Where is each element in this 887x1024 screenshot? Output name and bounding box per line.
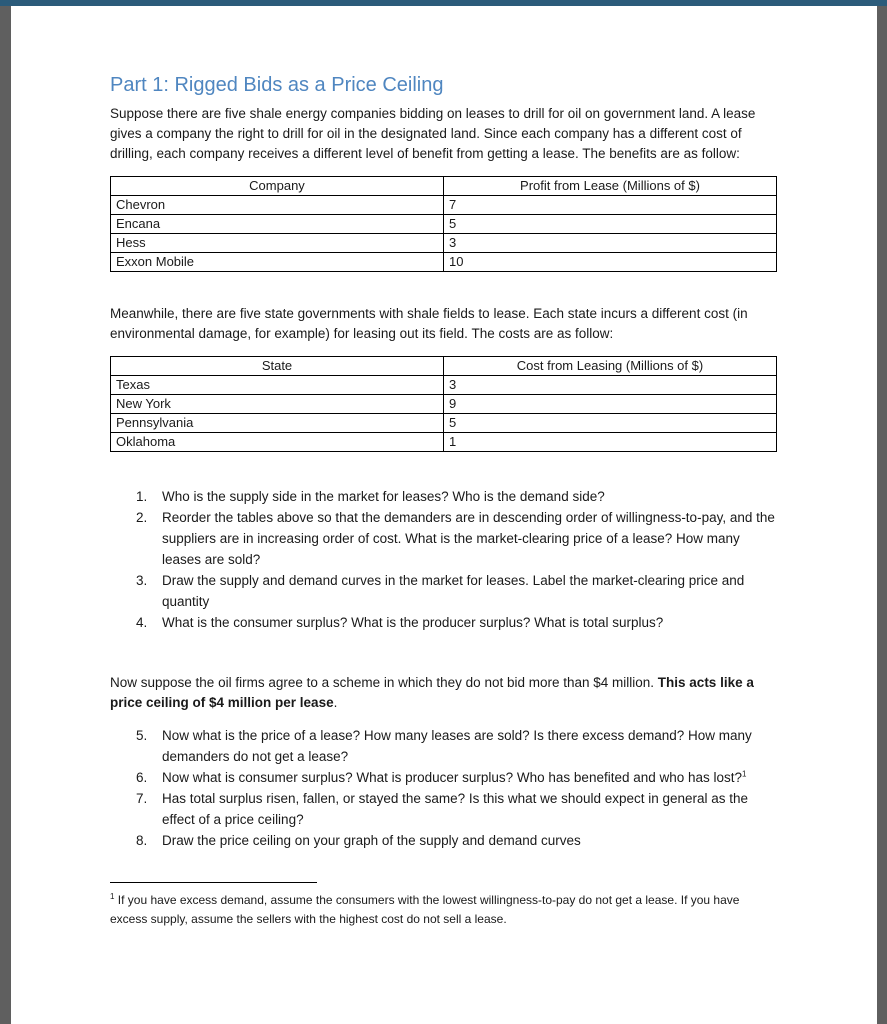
scheme-text: Now suppose the oil firms agree to a scheme in which they do not bid more than $4 million.: [110, 675, 658, 690]
table-row: [111, 215, 777, 234]
question-number: 8.: [136, 833, 148, 848]
question-text: Now what is the price of a lease? How many leases are sold? Is there excess demand? How many demanders do not get a lease?: [162, 728, 752, 764]
list-item: [110, 486, 780, 507]
state-name: Oklahoma: [111, 433, 444, 452]
table-row: [111, 196, 777, 215]
section-title: Part 1: Rigged Bids as a Price Ceiling: [110, 74, 444, 96]
question-number: 3.: [136, 573, 148, 588]
intro-paragraph: Suppose there are five shale energy companies bidding on leases to drill for oil on government land. A lease gives a company the right to drill for oil in the designated land. Since each company has a different cost of drilling, each company receives a different level of benefit from getting a lease. The benefits are as follow:: [110, 106, 756, 161]
question-text: Has total surplus risen, fallen, or stayed the same? Is this what we should expect in general as the effect of a price ceiling?: [162, 791, 749, 827]
page-content: [110, 70, 780, 929]
table-row: [111, 414, 777, 433]
company-name: Hess: [111, 234, 444, 253]
question-number: 1.: [136, 489, 148, 504]
list-item: [110, 507, 780, 570]
company-profit-table: [110, 176, 777, 272]
question-number: 7.: [136, 791, 148, 806]
state-name: Texas: [111, 376, 444, 395]
table-row: [111, 433, 777, 452]
question-list-2: [110, 725, 780, 851]
list-item: [110, 830, 780, 851]
cost-value: 5: [444, 414, 777, 433]
question-text: Draw the supply and demand curves in the market for leases. Label the market-clearing price and quantity: [162, 573, 745, 609]
question-text: Draw the price ceiling on your graph of the supply and demand curves: [162, 833, 581, 848]
question-list-1: [110, 486, 780, 633]
profit-value: 5: [444, 215, 777, 234]
question-text: Who is the supply side in the market for leases? Who is the demand side?: [162, 489, 605, 504]
cost-value: 3: [444, 376, 777, 395]
state-name: Pennsylvania: [111, 414, 444, 433]
cost-value: 1: [444, 433, 777, 452]
table-header-row: [111, 357, 777, 376]
company-name: Encana: [111, 215, 444, 234]
question-number: 4.: [136, 615, 148, 630]
meanwhile-paragraph: Meanwhile, there are five state governments with shale fields to lease. Each state incurs a different cost (in environmental damage, for example) for leasing out its field. The costs are as follow:: [110, 306, 748, 341]
question-number: 6.: [136, 770, 148, 785]
question-text: What is the consumer surplus? What is the producer surplus? What is total surplus?: [162, 615, 664, 630]
table-row: [111, 395, 777, 414]
document-page: [11, 6, 877, 1024]
column-header-company: Company: [111, 177, 444, 196]
list-item: [110, 767, 780, 788]
profit-value: 3: [444, 234, 777, 253]
question-number: 2.: [136, 510, 148, 525]
cost-value: 9: [444, 395, 777, 414]
table-header-row: [111, 177, 777, 196]
company-name: Chevron: [111, 196, 444, 215]
footnote-reference[interactable]: 1: [742, 769, 747, 779]
question-number: 5.: [136, 728, 148, 743]
column-header-cost: Cost from Leasing (Millions of $): [444, 357, 777, 376]
scheme-paragraph: [110, 673, 780, 713]
column-header-state: State: [111, 357, 444, 376]
question-text: Now what is consumer surplus? What is producer surplus? Who has benefited and who has lost?: [162, 770, 743, 785]
company-name: Exxon Mobile: [111, 253, 444, 272]
scheme-bold-text: This acts like a price ceiling of $4 million per lease: [110, 675, 754, 710]
list-item: [110, 612, 780, 633]
list-item: [110, 788, 780, 830]
state-cost-table: [110, 356, 777, 452]
profit-value: 10: [444, 253, 777, 272]
footnote-mark: 1: [110, 892, 115, 901]
footnote: [110, 891, 780, 929]
question-text: Reorder the tables above so that the demanders are in descending order of willingness-to-pay, and the suppliers are in increasing order of cost. What is the market-clearing price of a lease? How many leases are sold?: [162, 510, 775, 567]
profit-value: 7: [444, 196, 777, 215]
footnote-text: If you have excess demand, assume the consumers with the lowest willingness-to-pay do not get a lease. If you have excess supply, assume the sellers with the highest cost do not sell a lease.: [110, 893, 740, 926]
scheme-end: .: [333, 695, 338, 710]
column-header-profit: Profit from Lease (Millions of $): [444, 177, 777, 196]
table-row: [111, 234, 777, 253]
list-item: [110, 570, 780, 612]
list-item: [110, 725, 780, 767]
table-row: [111, 376, 777, 395]
table-row: [111, 253, 777, 272]
state-name: New York: [111, 395, 444, 414]
